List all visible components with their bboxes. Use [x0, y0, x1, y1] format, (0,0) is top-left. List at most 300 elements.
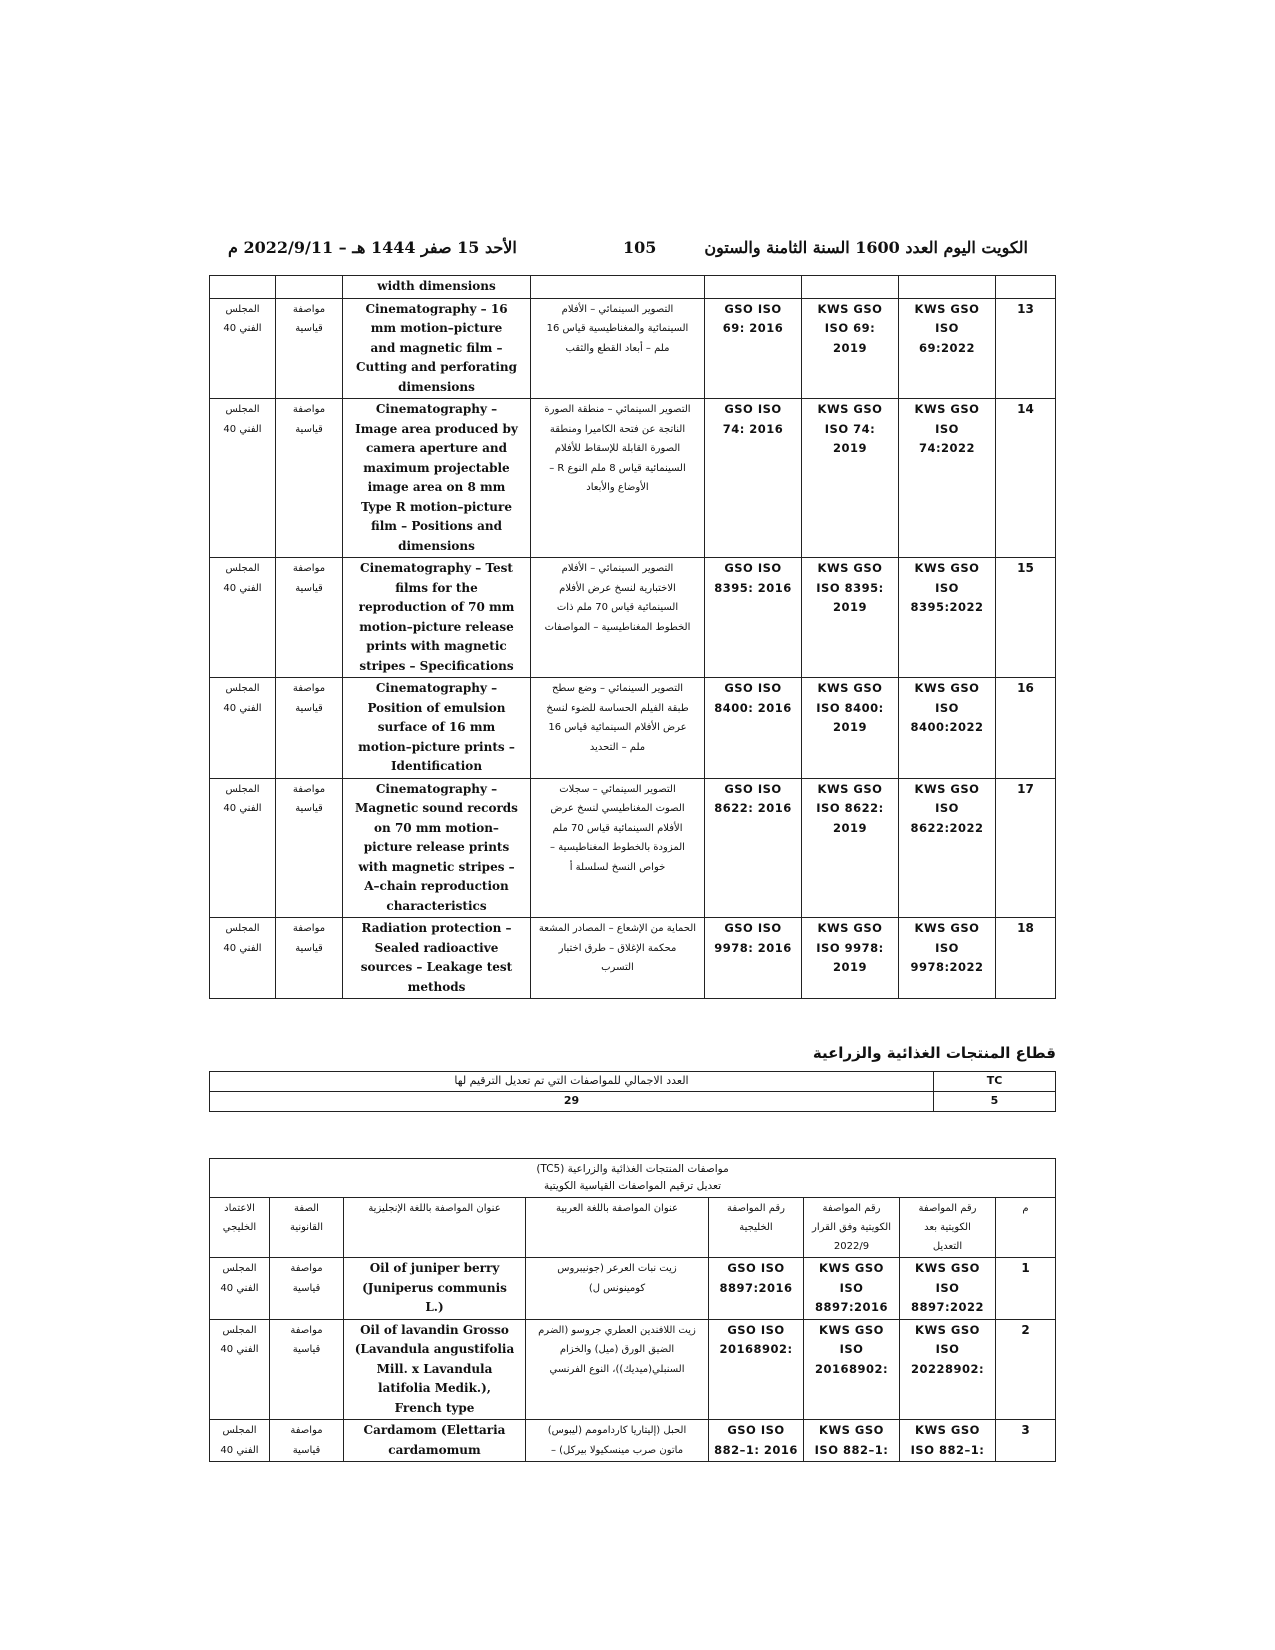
kws-new-number-cell: [899, 918, 996, 999]
kws-new-number-header-line: التعديل: [932, 1241, 963, 1252]
kws-new-number-cell-line: KWS GSO: [914, 681, 980, 695]
legal-status-cell: [276, 778, 343, 918]
en-title-cell-line: Cinematography – Test: [360, 561, 513, 575]
kws-new-number-cell: [899, 298, 996, 399]
kws-new-number-cell-line: 8395:2022: [910, 600, 984, 614]
kws-new-number-cell-line: 20228902:: [910, 1361, 985, 1376]
kws-new-number-cell: [899, 399, 996, 558]
en-title-cell: [343, 778, 531, 918]
legal-status-cell-line: قياسية: [295, 323, 323, 334]
en-title-cell-line: Magnetic sound records: [355, 801, 518, 815]
ar-title-cell-line: ملم – أبعاد القطع والثقب: [565, 342, 670, 354]
en-title-cell-line: cardamomum: [388, 1442, 481, 1457]
en-title-cell-line: maximum projectable: [363, 460, 510, 475]
en-title-cell-line: reproduction of 70 mm: [358, 600, 515, 614]
en-title-cell-line: motion–picture release: [359, 619, 514, 634]
ar-title-cell-line: السنبلي(ميديك))، النوع الفرنسي: [549, 1363, 685, 1375]
header-date: الأحد 15 صفر 1444 هـ – 2022/9/11 م: [228, 238, 517, 257]
kws-old-number-header-line: رقم المواصفة: [822, 1203, 881, 1214]
legal-status-cell-line: قياسية: [295, 702, 323, 714]
en-title-cell-line: motion–picture prints –: [358, 739, 515, 754]
gso-number-cell-line: GSO ISO: [724, 561, 782, 575]
kws-old-number-cell-line: ISO 8622:: [816, 801, 884, 815]
gso-number-cell: [705, 298, 802, 399]
en-title-cell-line: Sealed radioactive: [374, 940, 499, 955]
tc5-caption: مواصفات المنتجات الغذائية والزراعية (TC5): [536, 1163, 729, 1175]
en-title-header-line: عنوان المواصفة باللغة الإنجليزية: [368, 1203, 501, 1214]
kws-old-number-cell-line: ISO 74:: [824, 421, 876, 436]
kws-new-number-cell-line: 8622:2022: [910, 820, 984, 835]
kws-old-number-cell-line: ISO 69:: [824, 321, 876, 335]
en-title-cell-line: film – Positions and: [370, 519, 502, 533]
kws-old-number-cell-line: ISO 882–1:: [814, 1442, 889, 1457]
kws-new-number-cell-line: KWS GSO: [914, 561, 980, 575]
gso-number-cell-line: 8400: 2016: [714, 700, 792, 715]
gso-number-cell-line: 9978: 2016: [714, 940, 792, 955]
summary-count-label: العدد الاجمالي للمواصفات التي تم تعديل الترقيم لها: [210, 1072, 934, 1092]
ar-title-cell-line: الصوت المغناطيسي لنسخ عرض: [550, 803, 685, 814]
summary-value-row: [210, 1092, 1056, 1112]
legal-status-header: [270, 1198, 344, 1258]
kws-new-number-cell-line: KWS GSO: [915, 1423, 980, 1437]
legal-status-cell-line: مواصفة: [292, 303, 326, 315]
gso-number-cell-line: 8395: 2016: [714, 580, 792, 595]
gso-number-header-line: الخليجية: [739, 1222, 773, 1233]
approval-cell: [210, 678, 276, 779]
en-title-cell-line: Mill. x Lavandula: [376, 1361, 493, 1376]
gso-number-cell-line: 20168902:: [719, 1342, 793, 1356]
ar-title-cell-line: زيت اللافندين العطري جروسو (الضرم: [538, 1324, 696, 1336]
gso-number-cell-line: GSO ISO: [724, 681, 782, 695]
kws-new-number-cell: [900, 1319, 996, 1420]
approval-cell-line: الفني 40: [223, 582, 262, 594]
kws-old-number-cell-line: ISO 9978:: [816, 940, 884, 955]
gso-number-cell-line: 69: 2016: [722, 321, 784, 335]
row-number-header: م: [996, 1198, 1056, 1258]
row-number-cell: 14: [996, 399, 1056, 558]
kws-old-number-cell-line: 8897:2016: [814, 1300, 889, 1314]
ar-title-cell-line: السينمائية والمغناطيسية قياس 16: [546, 323, 689, 334]
kws-new-number-cell-line: 9978:2022: [910, 960, 984, 974]
approval-cell: [210, 399, 276, 558]
kws-old-number-cell-line: KWS GSO: [817, 921, 883, 935]
en-title-cell-line: surface of 16 mm: [377, 720, 496, 734]
approval-cell: [210, 298, 276, 399]
ar-title-cell: [531, 298, 705, 399]
gso-number-cell: [705, 678, 802, 779]
ar-title-cell-line: السينمائية قياس 8 ملم النوع R –: [549, 462, 686, 474]
ar-title-cell-line: الاختبارية لنسخ عرض الأفلام: [559, 582, 676, 594]
kws-old-number-cell: [802, 558, 899, 678]
en-title-cell-line: latifolia Medik.),: [378, 1381, 491, 1395]
legal-status-cell-line: مواصفة: [292, 923, 326, 934]
approval-cell: [210, 778, 276, 918]
approval-cell-line: المجلس: [222, 1263, 257, 1274]
approval-cell-line: المجلس: [222, 1324, 257, 1336]
gso-number-cell: [705, 399, 802, 558]
kws-old-number-cell-line: KWS GSO: [819, 1261, 884, 1275]
approval-cell-line: المجلس: [225, 563, 260, 574]
kws-old-number-cell: [802, 918, 899, 999]
approval-cell-line: الفني 40: [220, 1444, 259, 1456]
gso-number-cell-line: GSO ISO: [724, 781, 782, 796]
ar-title-cell: [531, 678, 705, 779]
kws-old-number-header: [804, 1198, 900, 1258]
approval-cell: [210, 1319, 270, 1420]
gso-number-cell-line: GSO ISO: [724, 402, 782, 416]
approval-header-line: الاعتماد: [224, 1203, 255, 1214]
legal-status-header-line: القانونية: [289, 1222, 324, 1233]
kws-new-number-header: [900, 1198, 996, 1258]
en-title-cell: [344, 1258, 526, 1320]
table-row: [210, 399, 1056, 558]
row-number-cell: 3: [996, 1420, 1056, 1462]
legal-status-cell-line: مواصفة: [292, 783, 326, 795]
en-title-cell-line: Image area produced by: [355, 421, 518, 436]
kws-new-number-cell-line: ISO: [935, 580, 959, 595]
kws-new-number-cell: [899, 678, 996, 779]
en-title-cell-line: Type R motion–picture: [361, 499, 512, 514]
gso-number-cell: [705, 558, 802, 678]
legal-status-cell: [276, 678, 343, 779]
tc5-table: [209, 1158, 1056, 1462]
gso-number-cell-line: 882–1: 2016: [714, 1442, 798, 1457]
kws-new-number-header-line: الكويتية بعد: [924, 1222, 971, 1233]
legal-status-cell-line: مواصفة: [292, 563, 326, 574]
en-title-cell-line: Cutting and perforating: [355, 360, 518, 374]
en-title-continued: width dimensions: [343, 276, 531, 299]
summary-tc-value: 5: [934, 1092, 1056, 1112]
kws-old-number-header-line: 2022/9: [833, 1241, 870, 1252]
table-row: [210, 918, 1056, 999]
ar-title-cell-line: محكمة الإغلاق – طرق اختبار: [558, 942, 677, 954]
kws-new-number-cell: [899, 778, 996, 918]
approval-cell-line: المجلس: [225, 923, 260, 934]
approval-cell-line: الفني 40: [223, 942, 262, 954]
ar-title-cell-line: المزودة بالخطوط المغناطيسية –: [550, 842, 685, 853]
en-title-cell-line: French type: [394, 1400, 475, 1415]
gso-number-cell-line: 8897:2016: [719, 1280, 793, 1295]
ar-title-cell-line: الحماية من الإشعاع – المصادر المشعة: [538, 923, 697, 934]
kws-new-number-cell-line: ISO: [935, 321, 959, 335]
en-title-cell-line: Identification: [390, 759, 483, 773]
row-number-cell: 1: [996, 1258, 1056, 1320]
kws-new-number-cell-line: KWS GSO: [914, 781, 980, 796]
gso-number-cell: [709, 1420, 804, 1462]
kws-old-number-cell: [804, 1420, 900, 1462]
table-row: [210, 1420, 1056, 1462]
en-title-cell-line: Oil of lavandin Grosso: [360, 1322, 509, 1337]
table-row: [210, 1319, 1056, 1420]
approval-cell: [210, 1258, 270, 1320]
ar-title-cell-line: ملم – التحديد: [589, 741, 646, 753]
en-title-cell-line: dimensions: [398, 379, 475, 394]
legal-status-header-line: الصفة: [294, 1203, 319, 1214]
kws-old-number-cell-line: ISO 8400:: [816, 700, 884, 715]
en-title-cell-line: A–chain reproduction: [364, 879, 509, 893]
ar-title-header: [526, 1198, 709, 1258]
kws-old-number-cell: [802, 778, 899, 918]
summary-table: [209, 1071, 1056, 1112]
kws-new-number-cell: [899, 558, 996, 678]
kws-new-number-cell-line: 8400:2022: [910, 720, 984, 734]
gso-number-cell-line: GSO ISO: [724, 921, 782, 935]
table-row: [210, 558, 1056, 678]
ar-title-cell-line: التسرب: [601, 962, 634, 973]
en-title-cell-line: sources – Leakage test: [360, 960, 513, 974]
legal-status-cell-line: قياسية: [292, 1282, 321, 1294]
legal-status-cell: [270, 1420, 344, 1462]
row-number-cell: 16: [996, 678, 1056, 779]
approval-cell: [210, 918, 276, 999]
page-header: [228, 238, 1028, 264]
table-row: [210, 678, 1056, 779]
gso-number-cell-line: GSO ISO: [727, 1322, 785, 1337]
ar-title-cell-line: زيت نبات العرعر (جونيبروس: [557, 1263, 677, 1274]
kws-old-number-cell-line: KWS GSO: [817, 402, 883, 416]
kws-old-number-cell-line: ISO: [839, 1280, 864, 1295]
en-title-cell: [344, 1420, 526, 1462]
kws-new-number-cell-line: ISO: [935, 1342, 960, 1356]
en-title-cell-line: characteristics: [386, 898, 487, 913]
legal-status-cell: [276, 298, 343, 399]
kws-old-number-cell-line: 2019: [832, 340, 867, 355]
gso-number-cell-line: GSO ISO: [724, 301, 782, 316]
approval-cell-line: الفني 40: [223, 423, 262, 435]
en-title-cell-line: (Lavandula angustifolia: [354, 1342, 515, 1356]
en-title-cell-line: Cinematography –: [375, 402, 498, 416]
approval-cell-line: الفني 40: [223, 702, 262, 714]
legal-status-cell-line: قياسية: [295, 423, 323, 435]
ar-title-cell: [526, 1258, 709, 1320]
kws-old-number-header-line: الكويتية وفق القرار: [811, 1222, 891, 1233]
row-number-cell: 13: [996, 298, 1056, 399]
approval-cell-line: الفني 40: [223, 323, 262, 334]
en-title-cell-line: with magnetic stripes –: [358, 859, 515, 874]
ar-title-cell-line: طبقة الفيلم الحساسة للضوء لنسخ: [546, 702, 689, 714]
ar-title-cell: [531, 918, 705, 999]
kws-old-number-cell-line: KWS GSO: [819, 1322, 884, 1337]
ar-title-cell-line: الخطوط المغناطيسية – المواصفات: [544, 621, 691, 633]
en-title-cell-line: Position of emulsion: [367, 700, 506, 715]
legal-status-cell: [270, 1319, 344, 1420]
en-title-cell-line: image area on 8 mm: [367, 480, 506, 494]
summary-header-row: [210, 1072, 1056, 1092]
row-number-cell: 2: [996, 1319, 1056, 1420]
legal-status-cell: [276, 918, 343, 999]
en-title-cell-line: mm motion–picture: [370, 321, 503, 335]
section-title: قطاع المنتجات الغذائية والزراعية: [812, 1044, 1056, 1062]
kws-old-number-cell: [804, 1258, 900, 1320]
kws-old-number-cell-line: 2019: [832, 820, 867, 835]
en-title-cell-line: prints with magnetic: [366, 639, 507, 653]
kws-old-number-cell-line: ISO 8395:: [816, 580, 884, 595]
summary-tc-label: TC: [934, 1072, 1056, 1092]
approval-cell-line: الفني 40: [223, 803, 262, 814]
en-title-cell-line: on 70 mm motion–: [374, 820, 499, 835]
kws-old-number-cell: [802, 298, 899, 399]
ar-title-cell-line: الناتجة عن فتحة الكاميرا ومنطقة: [549, 423, 686, 435]
kws-old-number-cell-line: ISO: [839, 1342, 864, 1356]
approval-cell-line: المجلس: [225, 783, 260, 795]
gso-number-cell: [705, 918, 802, 999]
en-title-cell: [344, 1319, 526, 1420]
summary-count-value: 29: [210, 1092, 934, 1112]
en-title-cell-line: Radiation protection –: [361, 921, 512, 935]
ar-title-cell: [531, 778, 705, 918]
approval-cell: [210, 1420, 270, 1462]
legal-status-cell: [276, 558, 343, 678]
ar-title-cell-line: كومينونس ل): [588, 1282, 646, 1294]
gso-number-cell-line: GSO ISO: [727, 1423, 785, 1437]
tc5-header-row: [210, 1198, 1056, 1258]
kws-new-number-cell-line: KWS GSO: [914, 921, 980, 935]
table-row: [210, 778, 1056, 918]
row-number-cell: 15: [996, 558, 1056, 678]
ar-title-cell-line: الأفلام السينمائية قياس 70 ملم: [552, 822, 683, 834]
en-title-cell-line: and magnetic film –: [370, 340, 503, 355]
ar-title-cell-line: عرض الأفلام السينمائية قياس 16: [548, 722, 687, 733]
ar-title-cell: [531, 558, 705, 678]
page-number: 105: [623, 238, 657, 257]
kws-new-number-cell-line: ISO 882–1:: [910, 1442, 985, 1457]
legal-status-cell-line: قياسية: [292, 1444, 321, 1456]
approval-cell-line: المجلس: [225, 404, 260, 415]
en-title-cell-line: picture release prints: [363, 840, 510, 854]
tc5-caption-row: [210, 1159, 1056, 1198]
ar-title-cell-line: التصوير السينمائي – منطقة الصورة: [544, 404, 691, 415]
en-title-cell-line: Cinematography –: [375, 781, 498, 796]
table-row: [210, 1258, 1056, 1320]
ar-title-cell-line: التصوير السينمائي – الأفلام: [561, 303, 674, 315]
row-number-cell: 18: [996, 918, 1056, 999]
kws-new-number-cell-line: KWS GSO: [914, 301, 980, 316]
en-title-cell-line: stripes – Specifications: [359, 658, 514, 673]
gso-number-cell-line: GSO ISO: [727, 1261, 785, 1275]
kws-old-number-cell: [802, 399, 899, 558]
gso-number-header: [709, 1198, 804, 1258]
kws-old-number-cell: [804, 1319, 900, 1420]
legal-status-cell: [276, 399, 343, 558]
legal-status-cell-line: قياسية: [292, 1344, 321, 1355]
legal-status-cell-line: مواصفة: [290, 1425, 323, 1436]
ar-title-cell-line: الحبل (إليتاريا كاردامومم (ليبوس): [547, 1425, 687, 1436]
ar-title-cell: [526, 1319, 709, 1420]
kws-new-number-cell-line: ISO: [935, 700, 959, 715]
kws-old-number-cell-line: KWS GSO: [817, 561, 883, 575]
kws-new-number-cell-line: ISO: [935, 940, 959, 955]
kws-new-number-cell-line: 8897:2022: [910, 1300, 985, 1314]
legal-status-cell-line: قياسية: [295, 803, 323, 814]
legal-status-cell-line: مواصفة: [292, 404, 326, 415]
ar-title-cell-line: الأوضاع والأبعاد: [586, 482, 649, 493]
en-title-cell-line: films for the: [395, 580, 478, 595]
ar-title-cell-line: التصوير السينمائي – وضع سطح: [551, 683, 684, 694]
approval-cell: [210, 558, 276, 678]
en-title-cell-line: Cinematography – 16: [365, 301, 508, 316]
legal-status-cell-line: قياسية: [295, 942, 323, 954]
kws-new-number-cell-line: KWS GSO: [914, 402, 980, 416]
ar-title-cell-line: خواص النسخ لسلسلة أ: [569, 861, 666, 873]
ar-title-cell-line: الضيق الورق (ميل) والخزام: [559, 1344, 675, 1355]
en-title-header: [344, 1198, 526, 1258]
standards-table-continued: [209, 275, 1056, 999]
en-title-cell-line: camera aperture and: [365, 441, 508, 455]
table-row: [210, 298, 1056, 399]
approval-cell-line: المجلس: [225, 683, 260, 694]
approval-cell-line: المجلس: [225, 303, 260, 315]
kws-new-number-cell-line: ISO: [935, 421, 959, 436]
kws-old-number-cell: [802, 678, 899, 779]
kws-old-number-cell-line: KWS GSO: [817, 301, 883, 316]
kws-new-number-cell-line: ISO: [935, 1280, 960, 1295]
ar-title-cell: [526, 1420, 709, 1462]
kws-new-number-header-line: رقم المواصفة: [918, 1203, 977, 1214]
legal-status-cell-line: مواصفة: [292, 683, 326, 694]
en-title-cell-line: dimensions: [398, 538, 475, 553]
en-title-cell-line: Cardamom (Elettaria: [363, 1423, 506, 1437]
ar-title-cell-line: ماتون صرب مينسكيولا بيركل) –: [550, 1444, 684, 1456]
gso-number-cell-line: 8622: 2016: [714, 801, 792, 815]
approval-cell-line: المجلس: [222, 1425, 257, 1436]
kws-new-number-cell: [900, 1420, 996, 1462]
en-title-cell-line: Oil of juniper berry: [369, 1261, 500, 1275]
kws-old-number-cell-line: KWS GSO: [817, 781, 883, 796]
header-issue: الكويت اليوم العدد 1600 السنة الثامنة والستون: [704, 238, 1028, 257]
ar-title-cell-line: التصوير السينمائي – الأفلام: [561, 563, 674, 574]
gso-number-cell: [709, 1258, 804, 1320]
continuation-row: [210, 276, 1056, 299]
ar-title-header-line: عنوان المواصفة باللغة العربية: [556, 1203, 678, 1214]
ar-title-cell-line: التصوير السينمائي – سجلات: [559, 783, 676, 795]
row-number-cell: 17: [996, 778, 1056, 918]
en-title-cell: [343, 558, 531, 678]
approval-header-line: الخليجي: [222, 1222, 257, 1233]
approval-header: [210, 1198, 270, 1258]
legal-status-cell: [270, 1258, 344, 1320]
en-title-cell: [343, 399, 531, 558]
gso-number-cell: [705, 778, 802, 918]
en-title-cell: [343, 678, 531, 779]
legal-status-cell-line: مواصفة: [290, 1263, 323, 1274]
legal-status-cell-line: قياسية: [295, 582, 323, 594]
kws-new-number-cell-line: 69:2022: [918, 340, 976, 355]
en-title-cell: [343, 298, 531, 399]
kws-new-number-cell: [900, 1258, 996, 1320]
kws-old-number-cell-line: KWS GSO: [817, 681, 883, 695]
gso-number-header-line: رقم المواصفة: [727, 1203, 785, 1214]
kws-old-number-cell-line: 2019: [832, 720, 867, 734]
kws-old-number-cell-line: 2019: [832, 600, 867, 614]
kws-new-number-cell-line: 74:2022: [918, 441, 976, 455]
kws-old-number-cell-line: 20168902:: [814, 1361, 889, 1376]
en-title-cell-line: methods: [407, 979, 466, 994]
kws-old-number-cell-line: 2019: [832, 960, 867, 974]
gso-number-cell-line: 74: 2016: [722, 421, 784, 436]
ar-title-cell-line: السينمائية قياس 70 ملم ذات: [556, 602, 679, 613]
kws-old-number-cell-line: KWS GSO: [819, 1423, 884, 1437]
legal-status-cell-line: مواصفة: [290, 1324, 323, 1336]
en-title-cell-line: Cinematography –: [375, 681, 498, 695]
approval-cell-line: الفني 40: [220, 1344, 259, 1355]
kws-old-number-cell-line: 2019: [832, 441, 867, 455]
kws-new-number-cell-line: ISO: [935, 801, 959, 815]
gso-number-cell: [709, 1319, 804, 1420]
en-title-cell: [343, 918, 531, 999]
kws-new-number-cell-line: KWS GSO: [915, 1261, 980, 1275]
ar-title-cell-line: الصورة القابلة للإسقاط للأفلام: [554, 443, 681, 454]
ar-title-cell: [531, 399, 705, 558]
